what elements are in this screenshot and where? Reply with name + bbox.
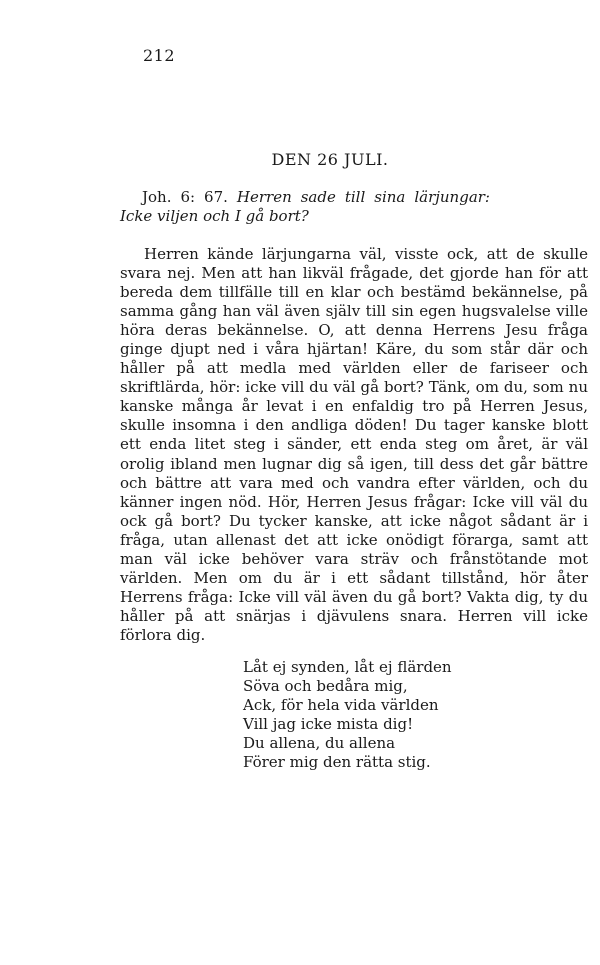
poem-line: Söva och bedåra mig,: [243, 677, 408, 695]
devotional-text: Herren kände lärjungarna väl, visste ock, att de skulle svara nej. Men att han likväl frågade, det gjorde han för att bereda dem tillfälle till en klar och bestämd bekännelse, på samma gång han väl även själv till sin egen hugsvalelse ville höra deras bekännelse. O, att denna Herrens Jesu fråga ginge djupt ned i våra hjärtan! Käre, du som står där och håller på att medla med världen eller de fariseer och skriftlärda, hör: icke vill du väl gå bort? Tänk, om du, som nu kanske många år levat i en enfaldig tro på Herren Jesus, skulle insomna i den andliga döden! Du tager kanske blott ett enda litet steg i sänder, ett enda steg om året, är väl orolig ibland men lugnar dig så igen, till dess det går bättre och bättre att vara med och vandra efter världen, och du känner ingen nöd. Hör, Herren Jesus frågar: Icke vill väl du ock gå bort? Du tycker kanske, att icke något sådant är i fråga, utan allenast det att icke onödigt förarga, samt att man väl icke behöver vara sträv och frånstötande mot världen. Men om du är i ett sådant tillstånd, hör åter Herrens fråga: Icke vill väl även du gå bort? Vakta dig, ty du håller på att snärjas i djävulens snara. Herren vill icke förlora dig.: [120, 245, 588, 644]
verse-reference: Joh. 6: 67.: [142, 188, 228, 206]
poem-line: Du allena, du allena: [243, 734, 396, 752]
poem-line: Förer mig den rätta stig.: [243, 753, 431, 771]
date-heading: DEN 26 JULI.: [271, 150, 389, 169]
bible-verse: [120, 188, 490, 226]
page-number: 212: [143, 46, 176, 65]
verse-quote: Herren sade till sina lärjungar: Icke viljen och I gå bort?: [120, 188, 490, 225]
hymn-verse: [243, 658, 452, 772]
poem-line: Vill jag icke mista dig!: [243, 715, 414, 733]
poem-line: Ack, för hela vida världen: [243, 696, 439, 714]
poem-line: Låt ej synden, låt ej flärden: [243, 658, 452, 676]
